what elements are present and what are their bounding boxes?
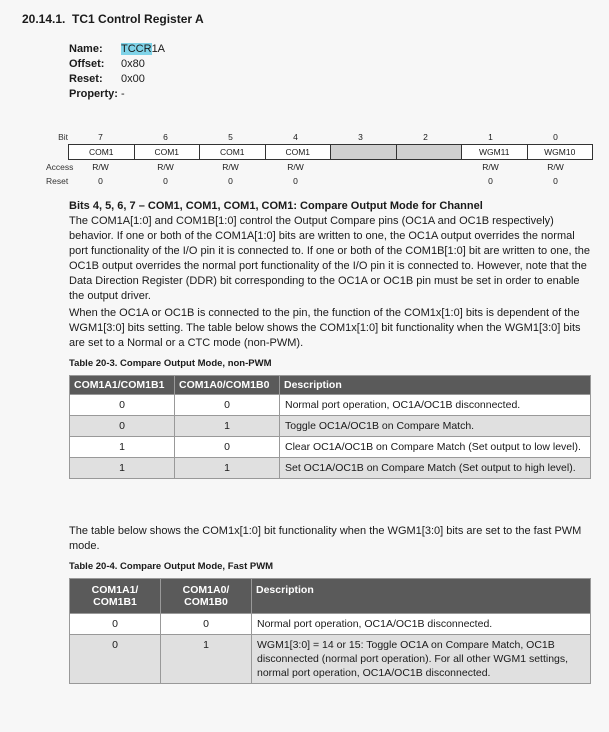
prop-property: Property: - xyxy=(69,88,125,100)
reset-row: Reset 0 0 0 0 0 0 xyxy=(46,176,558,186)
table1-caption: Table 20-3. Compare Output Mode, non-PWM xyxy=(69,358,272,369)
section-title xyxy=(22,12,204,26)
section-title-text: TC1 Control Register A xyxy=(72,12,204,26)
prop-offset: Offset: 0x80 xyxy=(69,58,145,70)
table-row: 1 0 Clear OC1A/OC1B on Compare Match (Set output to low level). xyxy=(70,437,591,458)
prop-reset: Reset: 0x00 xyxy=(69,73,145,85)
table-row: 0 1 WGM1[3:0] = 14 or 15: Toggle OC1A on Compare Match, OC1B disconnected (normal port operation). For all other WGM1 settings, normal port operation, OC1A/OC1B disconnected. xyxy=(70,635,591,684)
table-compare-output-non-pwm xyxy=(69,375,591,479)
bit-row: Bit 7 6 5 4 3 2 1 0 xyxy=(58,132,558,142)
table2-header: COM1A0/ COM1B0 xyxy=(161,579,252,614)
table2-header: COM1A1/ COM1B1 xyxy=(70,579,161,614)
table-row: 0 0 Normal port operation, OC1A/OC1B disconnected. xyxy=(70,395,591,416)
paragraph-1: The COM1A[1:0] and COM1B[1:0] control the Output Compare pins (OC1A and OC1B respectively) behavior. If one or both of the COM1A[1:0] bits are written to one, the OC1A output overrides the normal port functionality of the I/O pin it is connected to. If one or both of the COM1B[1:0] bit are written to one, the OC1B output overrides the normal port functionality of the I/O pin it is connected to. However, note that the Data Direction Register (DDR) bit corresponding to the OC1A or OC1B pin must be set in order to enable the output driver. xyxy=(69,215,590,302)
table1-header: COM1A0/COM1B0 xyxy=(175,376,280,395)
table-row: 1 1 Set OC1A/OC1B on Compare Match (Set output to high level). xyxy=(70,458,591,479)
paragraph-2: When the OC1A or OC1B is connected to the pin, the function of the COM1x[1:0] bits is dependent of the WGM1[3:0] bits setting. The table below shows the COM1x[1:0] bit functionality when the WGM1[3:0] bits are set to a Normal or a CTC mode (non-PWM). xyxy=(69,307,581,349)
field-row: COM1 COM1 COM1 COM1 WGM11 WGM10 xyxy=(68,144,593,160)
table-compare-output-fast-pwm xyxy=(69,578,591,684)
bits-heading: Bits 4, 5, 6, 7 – COM1, COM1, COM1, COM1: Compare Output Mode for Channel xyxy=(69,200,483,212)
table-row: 0 0 Normal port operation, OC1A/OC1B disconnected. xyxy=(70,614,591,635)
table2-header: Description xyxy=(252,579,591,614)
paragraph-3: The table below shows the COM1x[1:0] bit functionality when the WGM1[3:0] bits are set to the fast PWM mode. xyxy=(69,525,582,552)
access-row: Access R/W R/W R/W R/W R/W R/W xyxy=(46,162,564,172)
register-bit-table xyxy=(46,130,593,188)
register-properties xyxy=(69,42,165,102)
prop-name: Name: TCCR1A xyxy=(69,43,166,55)
table1-header: Description xyxy=(280,376,591,395)
table1-header: COM1A1/COM1B1 xyxy=(70,376,175,395)
search-highlight: TCCR xyxy=(121,43,152,55)
table-row: 0 1 Toggle OC1A/OC1B on Compare Match. xyxy=(70,416,591,437)
section-number: 20.14.1. xyxy=(22,12,66,26)
table2-caption: Table 20-4. Compare Output Mode, Fast PWM xyxy=(69,561,274,572)
